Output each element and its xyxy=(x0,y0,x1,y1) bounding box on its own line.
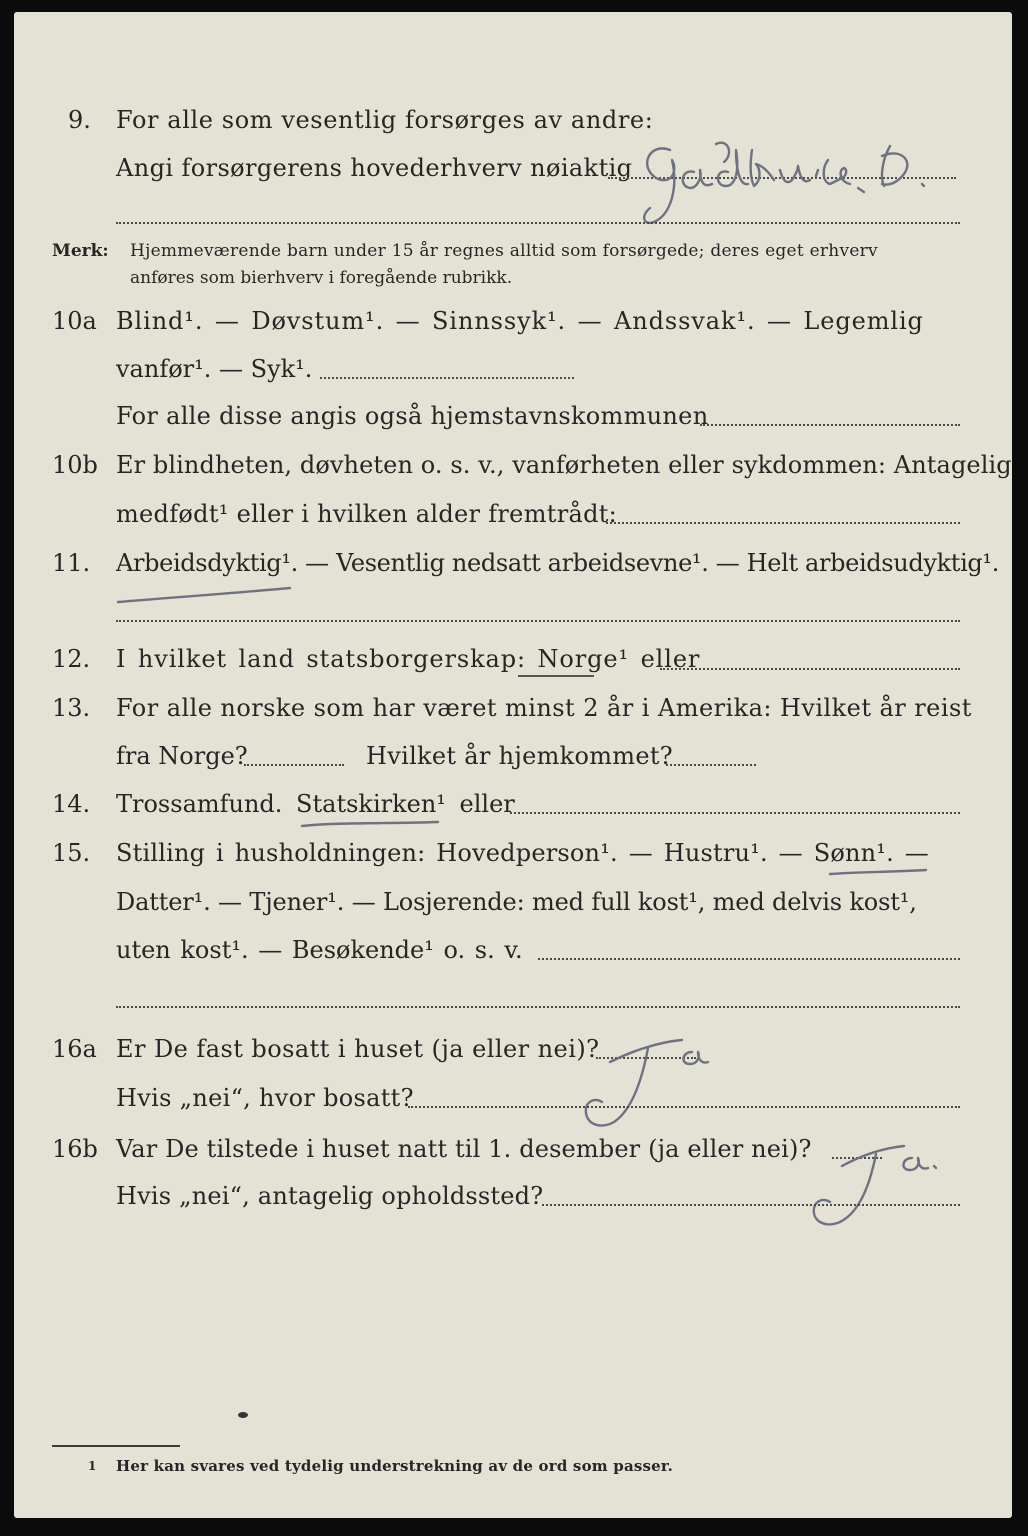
q11-extra-line xyxy=(116,620,960,622)
q15-handwritten-underline xyxy=(826,866,936,882)
q12-norge-underline xyxy=(518,675,594,677)
q15-answer-line xyxy=(538,958,960,960)
q16a-handwritten-answer xyxy=(564,1030,714,1140)
q16b-line2: Hvis „nei“, antagelig opholdssted? xyxy=(116,1182,544,1210)
footnote-mark: 1 xyxy=(88,1459,97,1473)
q10a-line3-dots xyxy=(700,424,960,426)
q10a-line2-dots xyxy=(320,377,574,379)
q13-line1: For alle norske som har været minst 2 år i Amerika: Hvilket år reist xyxy=(116,694,972,722)
q15-line3: uten kost¹. — Besøkende¹ o. s. v. xyxy=(116,936,523,964)
q10b-line1: Er blindheten, døvheten o. s. v., vanførheten eller sykdommen: Antagelig xyxy=(116,451,1012,479)
q13-line2b: Hvilket år hjemkommet? xyxy=(366,742,673,770)
q11-number: 11. xyxy=(52,549,91,577)
q12-answer-line xyxy=(660,668,960,670)
q15-line2: Datter¹. — Tjener¹. — Losjerende: med full kost¹, med delvis kost¹, xyxy=(116,888,917,916)
q16a-line2: Hvis „nei“, hvor bosatt? xyxy=(116,1084,414,1112)
q14-answer-line xyxy=(510,812,960,814)
q16b-line2-dots xyxy=(542,1204,960,1206)
q13-line2a: fra Norge? xyxy=(116,742,248,770)
q10b-number: 10b xyxy=(52,451,98,479)
q12-number: 12. xyxy=(52,645,91,673)
q10b-line2-dots xyxy=(606,522,960,524)
q11-line1: Arbeidsdyktig¹. — Vesentlig nedsatt arbeidsevne¹. — Helt arbeidsudyktig¹. xyxy=(116,549,999,577)
q16a-line1: Er De fast bosatt i huset (ja eller nei)? xyxy=(116,1035,600,1063)
q10a-line1: Blind¹. — Døvstum¹. — Sinnssyk¹. — Andssvak¹. — Legemlig xyxy=(116,307,924,335)
note-line1: Hjemmeværende barn under 15 år regnes alltid som forsørgede; deres eget erhverv xyxy=(130,241,878,261)
q11-handwritten-underline xyxy=(114,586,304,610)
q12-line1: I hvilket land statsborgerskap: Norge¹ eller xyxy=(116,645,701,673)
q16a-line2-dots xyxy=(408,1106,960,1108)
q13-reist-line xyxy=(244,764,344,766)
footnote-text: Her kan svares ved tydelig understrekning av de ord som passer. xyxy=(116,1457,674,1475)
q10a-line3: For alle disse angis også hjemstavnskommunen xyxy=(116,402,709,430)
q15-number: 15. xyxy=(52,839,91,867)
q14-line1: Trossamfund. Statskirken¹ eller xyxy=(116,790,515,818)
footnote-rule xyxy=(52,1445,180,1447)
q14-number: 14. xyxy=(52,790,91,818)
q16b-number: 16b xyxy=(52,1135,98,1163)
q9-extra-line xyxy=(116,222,960,224)
q9-handwritten-answer xyxy=(632,130,992,230)
q10a-number: 10a xyxy=(52,307,97,335)
q9-line2: Angi forsørgerens hovederhverv nøiaktig xyxy=(116,154,633,182)
note-label: Merk: xyxy=(52,241,109,261)
q15-line1: Stilling i husholdningen: Hovedperson¹. — Hustru¹. — Sønn¹. — xyxy=(116,839,929,867)
q16b-handwritten-answer xyxy=(784,1132,944,1242)
q13-number: 13. xyxy=(52,694,91,722)
q16a-number: 16a xyxy=(52,1035,97,1063)
ink-spot xyxy=(238,1412,248,1418)
q16b-line1: Var De tilstede i huset natt til 1. desember (ja eller nei)? xyxy=(116,1135,812,1163)
census-form-page xyxy=(14,12,1012,1518)
q9-line1: For alle som vesentlig forsørges av andre: xyxy=(116,106,654,134)
q15-extra-line xyxy=(116,1006,960,1008)
note-line2: anføres som bierhverv i foregående rubrikk. xyxy=(130,268,513,288)
q10b-line2: medfødt¹ eller i hvilken alder fremtrådt: xyxy=(116,500,618,528)
q10a-line2: vanfør¹. — Syk¹. xyxy=(116,355,313,383)
q14-handwritten-underline xyxy=(298,816,448,832)
q9-number: 9. xyxy=(68,106,91,134)
q13-hjemkommet-line xyxy=(666,764,756,766)
